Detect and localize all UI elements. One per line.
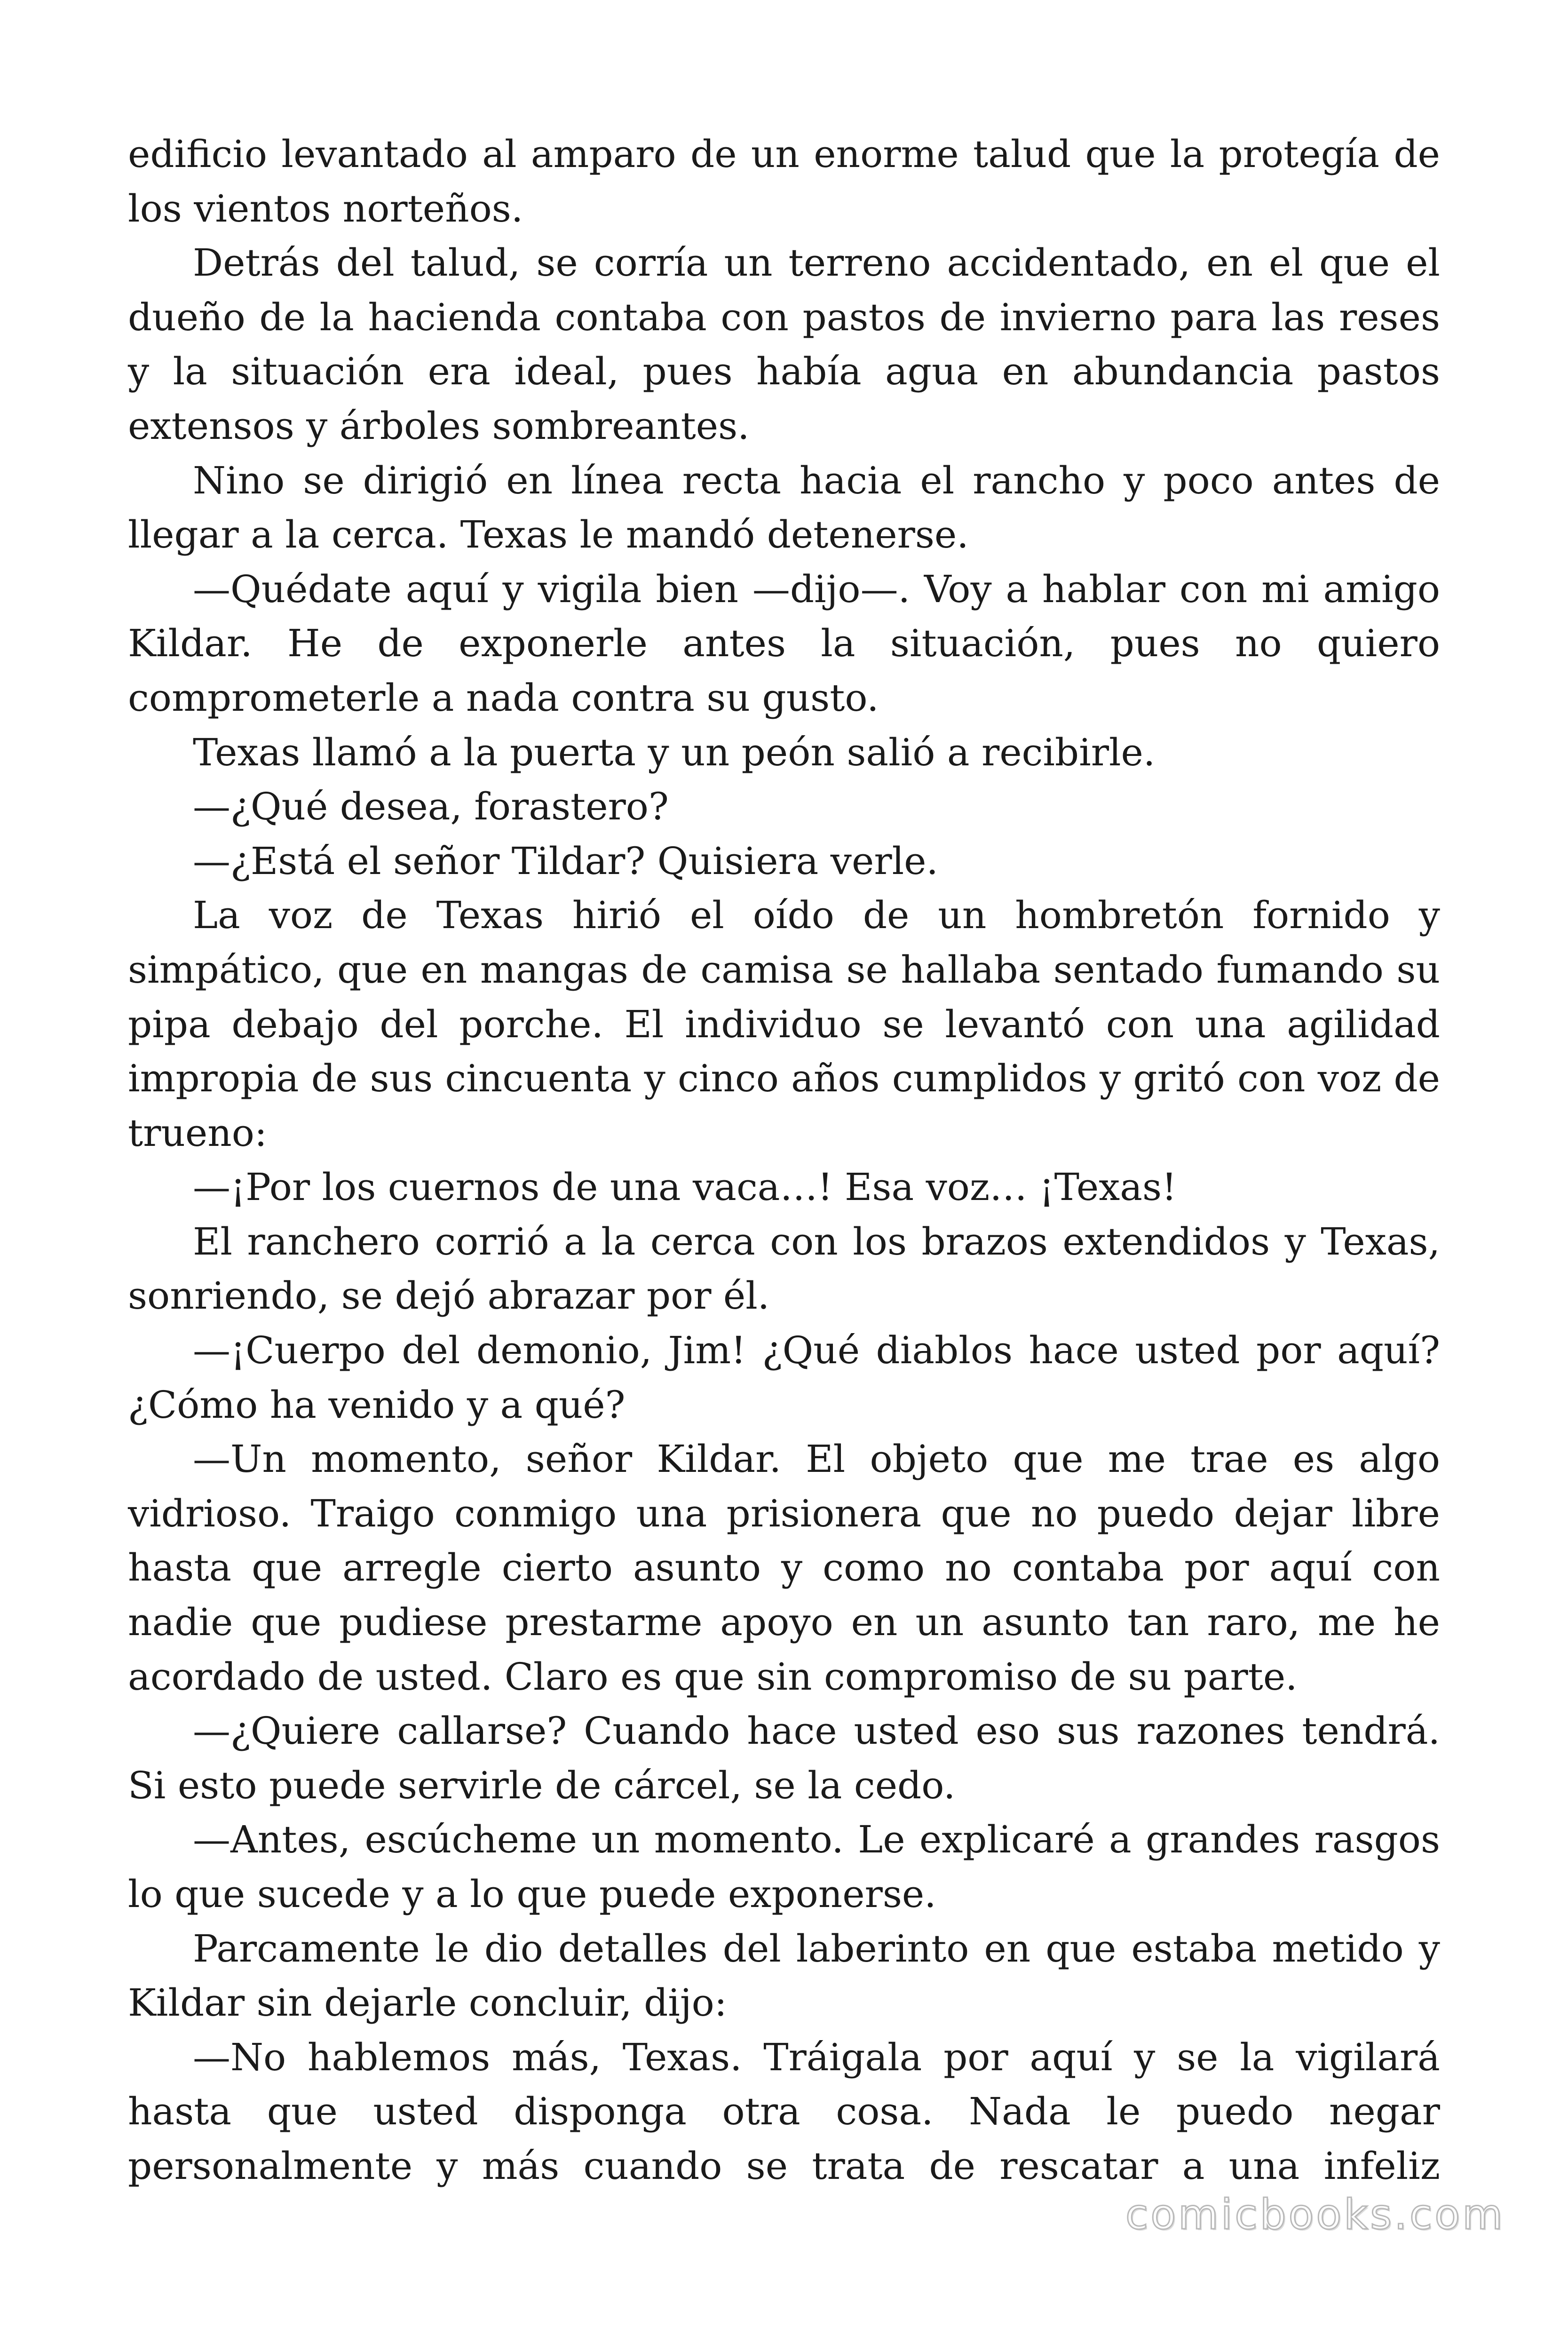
paragraph: El ranchero corrió a la cerca con los brazos extendidos y Texas, sonriendo, se dejó abrazar por él. bbox=[128, 1219, 1440, 1318]
dialogue-paragraph: —Quédate aquí y vigila bien —dijo—. Voy a hablar con mi amigo Kildar. He de exponerle antes la situación, pues no quiero comprometerle a nada contra su gusto. bbox=[128, 567, 1440, 720]
paragraph-continuation: edificio levantado al amparo de un enorme talud que la protegía de los vientos norteños. bbox=[128, 132, 1440, 230]
book-page-text bbox=[128, 127, 1440, 2193]
paragraph: La voz de Texas hirió el oído de un hombretón fornido y simpático, que en mangas de camisa se hallaba sentado fumando su pipa debajo del porche. El individuo se levantó con una agilidad impropia de sus cincuenta y cinco años cumplidos y gritó con voz de trueno: bbox=[128, 893, 1440, 1155]
dialogue-paragraph: —¡Cuerpo del demonio, Jim! ¿Qué diablos hace usted por aquí? ¿Cómo ha venido y a qué? bbox=[128, 1328, 1440, 1427]
paragraph: Parcamente le dio detalles del laberinto en que estaba metido y Kildar sin dejarle concluir, dijo: bbox=[128, 1926, 1440, 2025]
dialogue-paragraph: —¿Está el señor Tildar? Quisiera verle. bbox=[193, 839, 938, 883]
dialogue-paragraph: —¿Qué desea, forastero? bbox=[193, 785, 669, 829]
dialogue-paragraph: —¿Quiere callarse? Cuando hace usted eso sus razones tendrá. Si esto puede servirle de cárcel, se la cedo. bbox=[128, 1709, 1440, 1807]
dialogue-paragraph-continues: —No hablemos más, Texas. Tráigala por aquí y se la vigilará hasta que usted disponga otra cosa. Nada le puedo negar personalmente y más cuando se trata de rescatar a una infeliz bbox=[128, 2035, 1440, 2188]
site-watermark: comicbooks.com bbox=[1125, 2190, 1505, 2239]
paragraph: Nino se dirigió en línea recta hacia el rancho y poco antes de llegar a la cerca. Texas le mandó detenerse. bbox=[128, 458, 1440, 557]
paragraph: Detrás del talud, se corría un terreno accidentado, en el que el dueño de la hacienda contaba con pastos de invierno para las reses y la situación era ideal, pues había agua en abundancia pastos extensos y árboles sombreantes. bbox=[128, 241, 1440, 448]
paragraph: Texas llamó a la puerta y un peón salió a recibirle. bbox=[193, 730, 1156, 774]
dialogue-paragraph: —¡Por los cuernos de una vaca…! Esa voz… ¡Texas! bbox=[193, 1165, 1177, 1209]
dialogue-paragraph: —Un momento, señor Kildar. El objeto que me trae es algo vidrioso. Traigo conmigo una prisionera que no puedo dejar libre hasta que arregle cierto asunto y como no contaba por aquí con nadie que pudiese prestarme apoyo en un asunto tan raro, me he acordado de usted. Claro es que sin compromiso de su parte. bbox=[128, 1437, 1440, 1699]
dialogue-paragraph: —Antes, escúcheme un momento. Le explicaré a grandes rasgos lo que sucede y a lo que puede exponerse. bbox=[128, 1818, 1440, 1916]
